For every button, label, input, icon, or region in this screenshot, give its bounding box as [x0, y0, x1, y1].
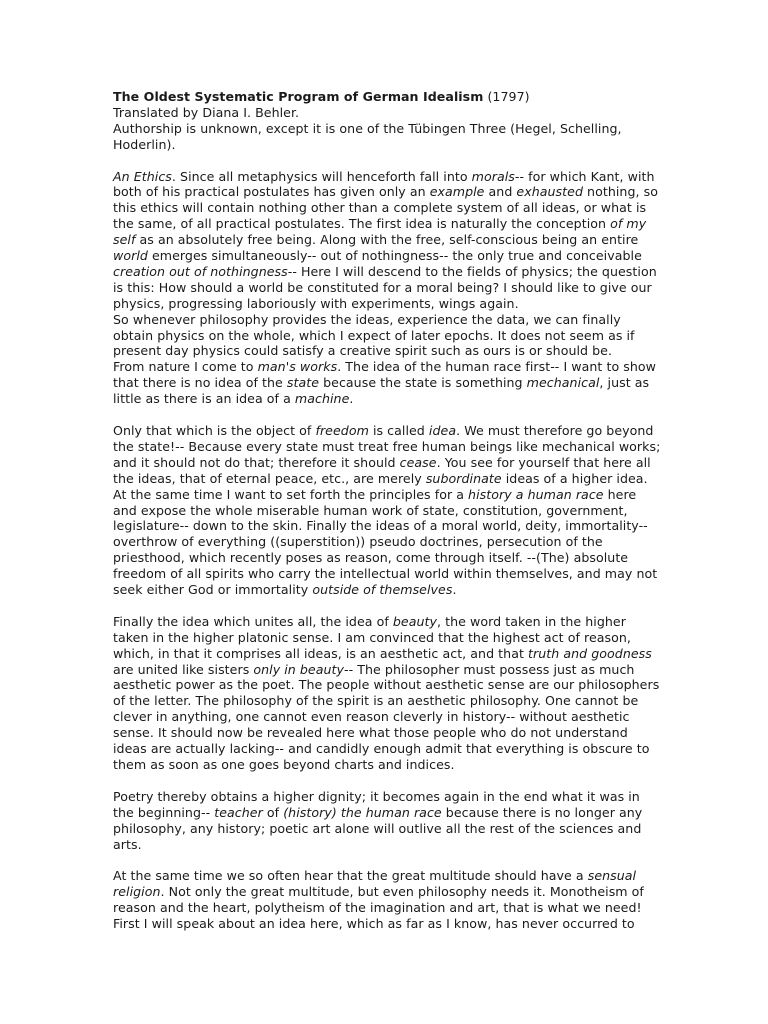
- paragraph-poetry: [113, 789, 661, 853]
- text-run: , the word taken in the higher taken in the higher platonic sense. I am convinced that the highest act of reason, which, in that it comprises all ideas, is an aesthetic act, and that: [113, 613, 631, 661]
- text-run: Poetry thereby obtains a higher dignity; it becomes again in the end what it was in the beginning--: [113, 788, 640, 820]
- text-run: .: [452, 582, 457, 598]
- text-run: At the same time we so often hear that the great multitude should have a: [113, 868, 588, 884]
- emphasis: mechanical: [526, 375, 600, 391]
- emphasis: An Ethics: [113, 168, 172, 184]
- document-header: [113, 89, 661, 153]
- document-year: (1797): [487, 89, 530, 104]
- text-run: Only that which is the object of: [113, 423, 316, 438]
- emphasis: beauty: [392, 613, 438, 629]
- emphasis: truth and goodness: [528, 645, 652, 661]
- text-run: -- Here I will descend to the fields of physics; the question is this: How should a world be constituted for a moral being? I should like to give our physics, progressing laboriously with experiments, wings again.: [113, 263, 657, 311]
- text-run: . Since all metaphysics will henceforth fall into: [171, 168, 472, 184]
- emphasis: state: [286, 375, 320, 391]
- document-page: [113, 89, 661, 932]
- emphasis: of my self: [113, 216, 647, 248]
- text-run: , just as little as there is an idea of a: [113, 375, 650, 407]
- paragraph-nature-works: [113, 359, 661, 407]
- paragraph-freedom: [113, 423, 661, 598]
- emphasis: exhausted: [516, 184, 583, 200]
- text-run: because the state is something: [319, 375, 527, 391]
- text-run: .: [349, 391, 354, 407]
- text-run: as an absolutely free being. Along with the free, self-conscious being an entire: [135, 232, 639, 248]
- emphasis: (history) the human race: [283, 804, 442, 820]
- authorship-line: Authorship is unknown, except it is one of the Tübingen Three (Hegel, Schelling, Hoderlin).: [113, 120, 622, 152]
- text-run: nothing, so this ethics will contain nothing other than a complete system of all ideas, or what is the same, of all practical postulates. The first idea is naturally the conception: [113, 184, 658, 232]
- title-line: [113, 89, 661, 105]
- translator-line: Translated by Diana I. Behler.: [113, 104, 300, 120]
- paragraph-sensual-religion: [113, 868, 661, 932]
- emphasis: world: [113, 248, 148, 264]
- emphasis: machine: [294, 391, 350, 407]
- text-run: ideas of a higher idea. At the same time I want to set forth the principles for a: [113, 470, 648, 502]
- emphasis: history a human race: [468, 486, 604, 502]
- text-run: . Not only the great multitude, but even philosophy needs it. Monotheism of reason and the heart, polytheism of the imagination and art, that is what we need! First I will speak about an idea here, which as far as I know, has never occurred to: [113, 884, 644, 932]
- text-run: is called: [368, 423, 429, 438]
- text-run: emerges simultaneously-- out of nothingness-- the only true and conceivable: [147, 248, 642, 264]
- emphasis: cease: [399, 454, 437, 470]
- text-run: are united like sisters: [113, 661, 254, 677]
- document-title: The Oldest Systematic Program of German Idealism: [113, 89, 484, 104]
- emphasis: only in beauty: [253, 661, 345, 677]
- paragraph-ethics: [113, 169, 661, 312]
- paragraph-beauty: [113, 614, 661, 773]
- emphasis: man's works: [257, 359, 338, 375]
- text-run: -- for which Kant, with both of his practical postulates has given only an: [113, 168, 655, 200]
- text-run: -- The philosopher must possess just as much aesthetic power as the poet. The people without aesthetic sense are our philosophers of the letter. The philosophy of the spirit is an aesthetic philosophy. One cannot be clever in anything, one cannot even reason cleverly in history-- without aesthetic sense. It should now be revealed here what those people who do not understand ideas are actually lacking-- and candidly enough admit that everything is obscure to them as soon as one goes beyond charts and indices.: [113, 661, 660, 773]
- text-run: . You see for yourself that here all the ideas, that of eternal peace, etc., are merely: [113, 454, 651, 486]
- emphasis: idea: [428, 423, 457, 438]
- paragraph-philosophy-physics: So whenever philosophy provides the ideas, experience the data, we can finally obtain physics on the whole, which I expect of later epochs. It does not seem as if present day physics could satisfy a creative spirit such as ours is or should be.: [113, 311, 635, 359]
- text-run: . We must therefore go beyond the state!-- Because every state must treat free human beings like mechanical works; and it should not do that; therefore it should: [113, 423, 661, 470]
- emphasis: creation out of nothingness: [113, 263, 288, 279]
- emphasis: sensual religion: [113, 868, 637, 900]
- emphasis: teacher: [214, 804, 263, 820]
- text-run: here and expose the whole miserable human work of state, constitution, government, legislature-- down to the skin. Finally the ideas of a moral world, deity, immortality-- overthrow of everything ((superstition)) pseudo doctrines, persecution of the priesthood, which recently poses as reason, come through itself. --(The) absolute freedom of all spirits who carry the intellectual world within themselves, and may not seek either God or immortality: [113, 486, 658, 598]
- text-run: Finally the idea which unites all, the idea of: [113, 613, 393, 629]
- emphasis: subordinate: [425, 470, 502, 486]
- emphasis: outside of themselves: [312, 582, 453, 598]
- text-run: . The idea of the human race first-- I want to show that there is no idea of the: [113, 359, 657, 391]
- emphasis: morals: [471, 168, 515, 184]
- text-run: From nature I come to: [113, 359, 258, 375]
- text-run: and: [484, 184, 517, 200]
- text-run: because there is no longer any philosophy, any history; poetic art alone will outlive all the rest of the sciences and arts.: [113, 804, 643, 852]
- text-run: of: [262, 804, 284, 820]
- emphasis: freedom: [315, 423, 369, 438]
- emphasis: example: [429, 184, 485, 200]
